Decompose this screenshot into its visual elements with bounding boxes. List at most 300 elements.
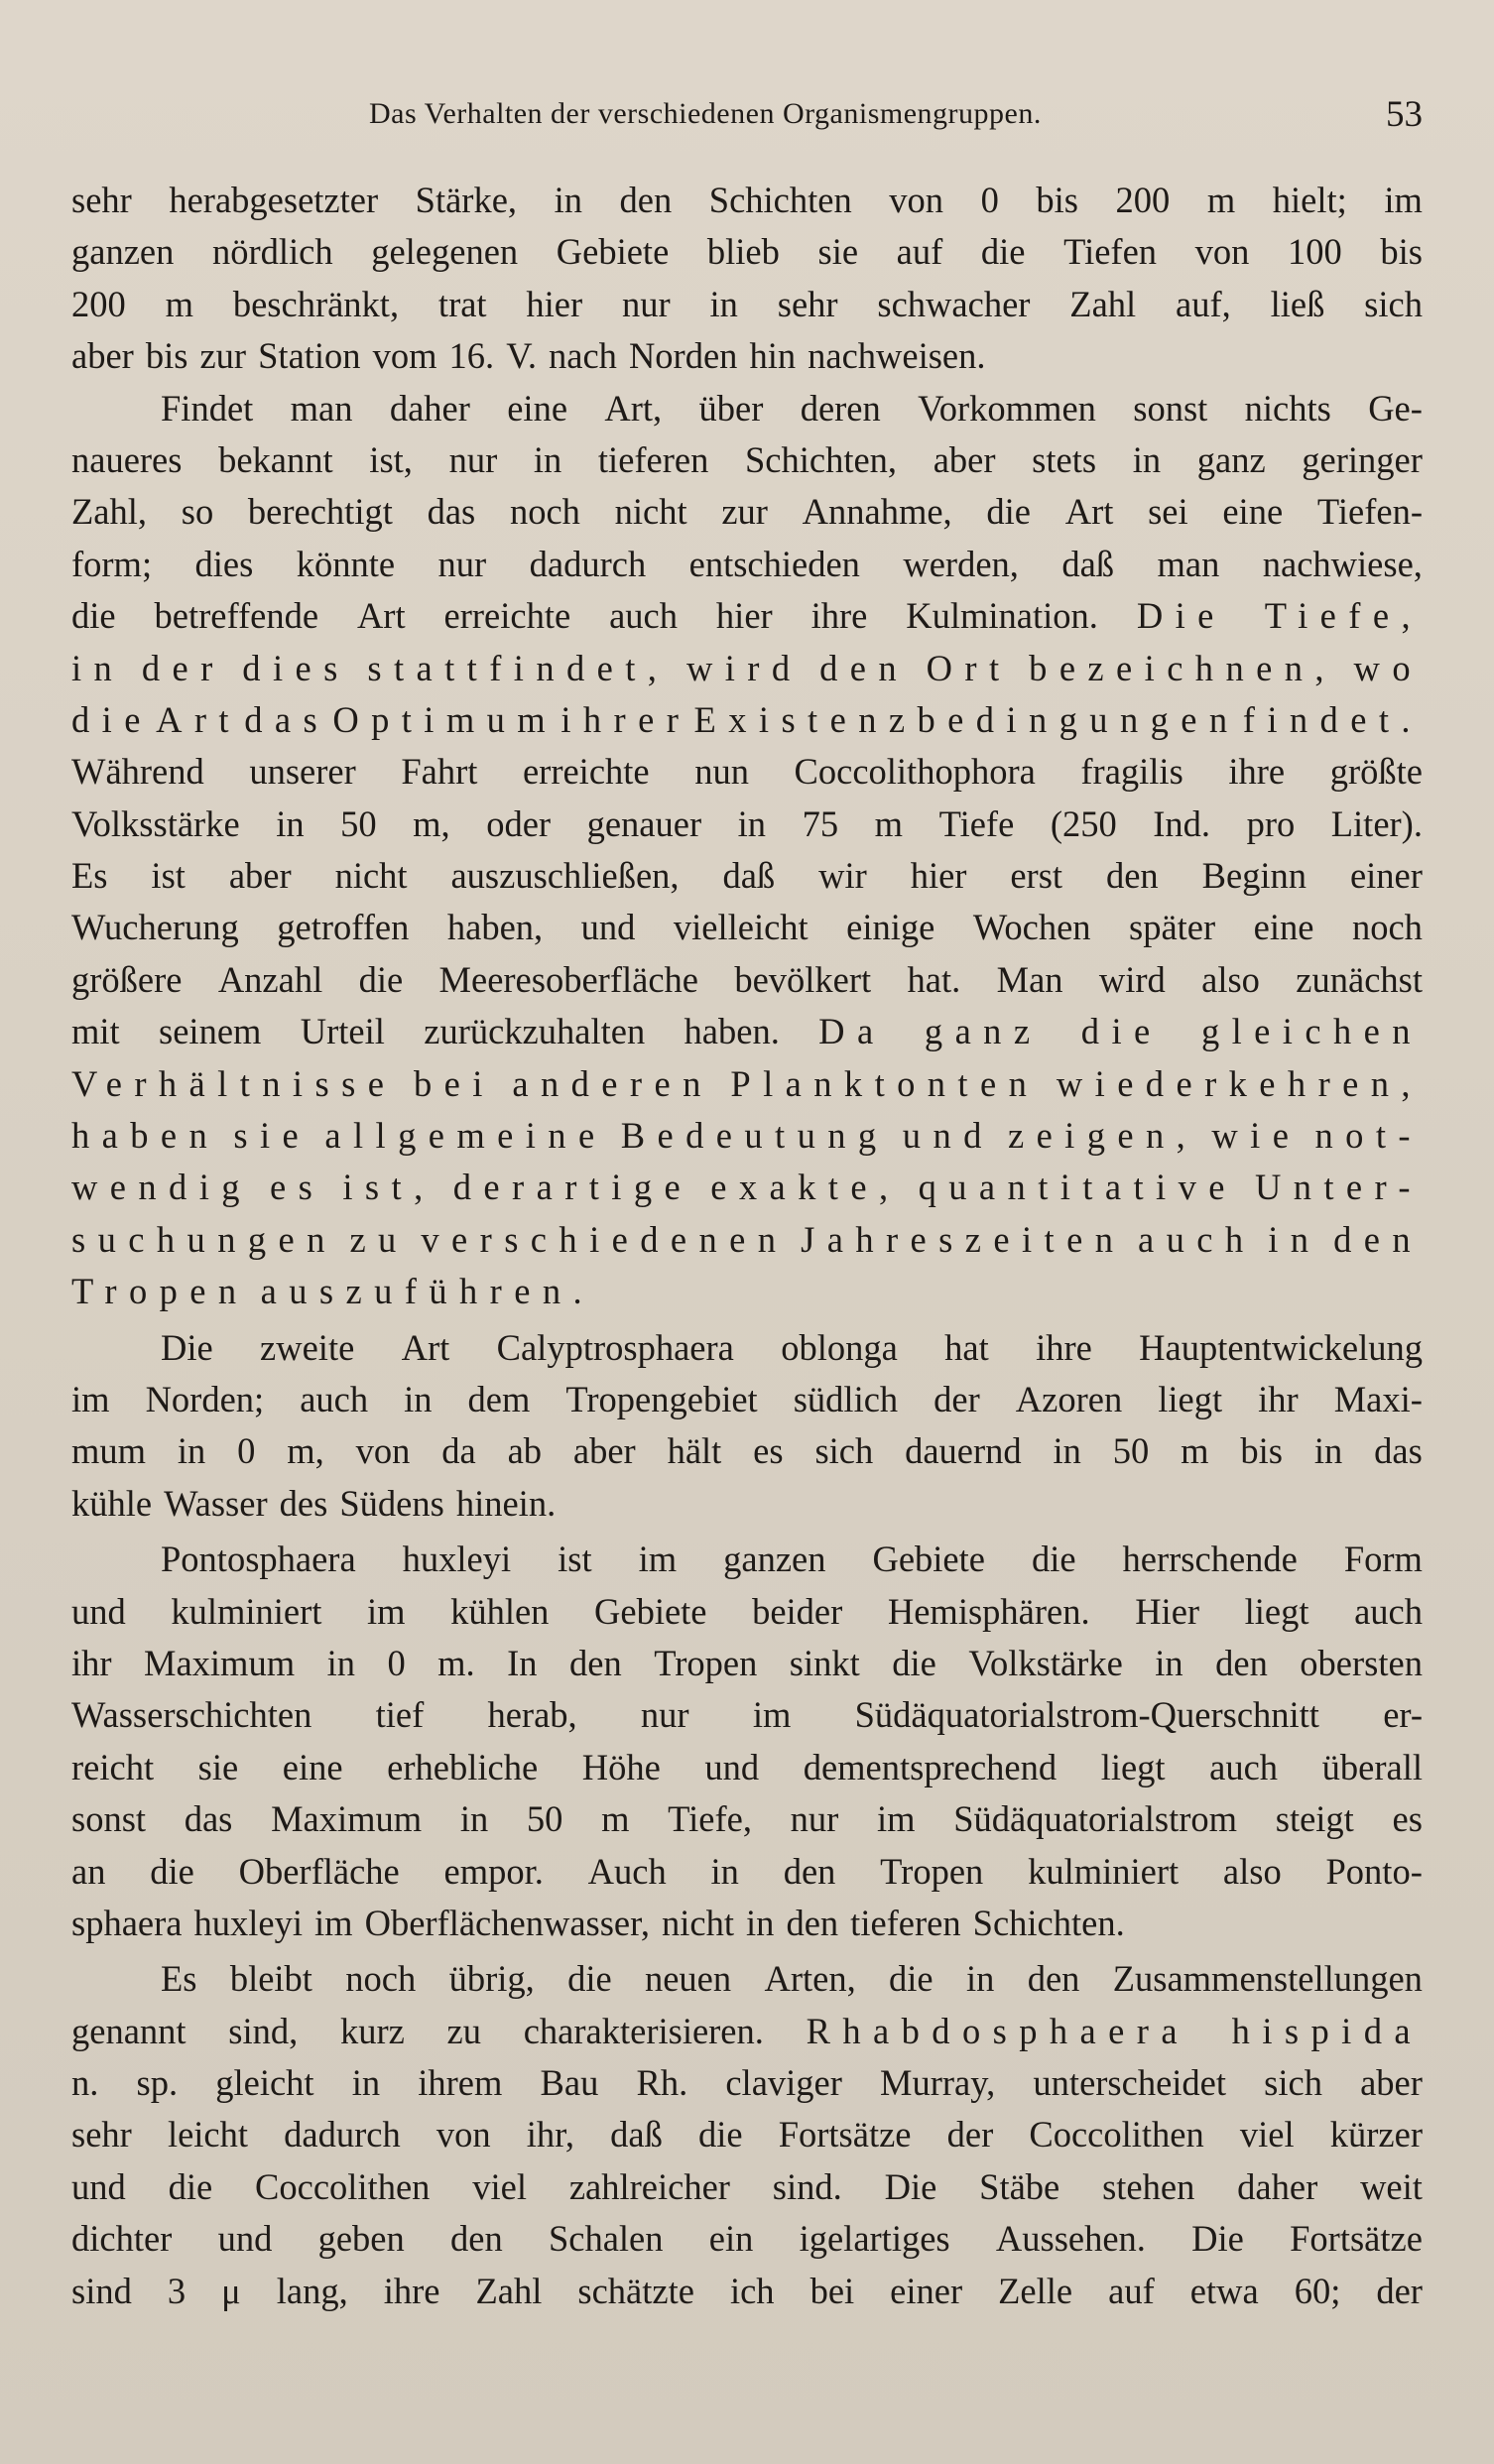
word: tieferen (850, 1902, 961, 1943)
word: Coccolithen (255, 2165, 431, 2207)
word: weit (1360, 2165, 1423, 2207)
word: Pontosphaera (161, 1539, 356, 1580)
word: Tropen (71, 1271, 249, 1312)
word: schwacher (877, 283, 1031, 324)
word: findet. (1242, 698, 1423, 740)
word: naueres (71, 438, 183, 480)
word: nichts (1244, 387, 1331, 429)
word: hier (715, 595, 773, 637)
word: Rhabdosphaera (806, 2010, 1189, 2051)
word: ein (708, 2218, 754, 2260)
word: von (355, 1430, 411, 1472)
word: m (1206, 180, 1236, 220)
text-line (71, 1797, 1423, 1849)
word: sinkt (789, 1642, 860, 1683)
word: noch (1351, 907, 1423, 948)
word: in (276, 802, 305, 844)
word: Wasser (164, 1482, 268, 1524)
word: sphaera (71, 1902, 183, 1943)
word: nicht (334, 855, 408, 897)
word: aber (1360, 2062, 1423, 2104)
word: über (698, 387, 764, 429)
word: m, (413, 802, 450, 844)
word: Ge- (1368, 387, 1423, 429)
word: gelegenen (371, 231, 519, 273)
word: Die (161, 1326, 213, 1368)
word: der (141, 647, 225, 688)
word: herab, (487, 1694, 577, 1736)
word: liegt (1158, 1378, 1223, 1419)
word: μ (221, 2270, 241, 2311)
word: und (71, 1590, 126, 1632)
word: Zahl (1069, 283, 1137, 324)
word: dichter (71, 2218, 173, 2260)
text-line (71, 2113, 1423, 2164)
text-line (71, 1957, 1423, 2009)
word: ihrem (418, 2062, 503, 2104)
word: geringer (1302, 438, 1423, 480)
text-line (71, 1429, 1423, 1481)
word: sich (1264, 2062, 1322, 2104)
word: ihre (810, 595, 868, 637)
word: sehr (71, 2114, 132, 2156)
text-line (71, 1538, 1423, 1589)
word: ließ (1270, 283, 1325, 324)
word: nördlich (211, 231, 333, 273)
word: Coccolithen (1029, 2114, 1204, 2156)
word: Tiefe, (668, 1798, 752, 1840)
word: sehr (777, 283, 838, 324)
word: hier (526, 283, 583, 324)
word: nur (448, 438, 498, 480)
body-text (71, 179, 1423, 2321)
word: und (704, 1746, 760, 1787)
word: schätzte (577, 2270, 694, 2311)
word: sonst (1133, 387, 1208, 429)
word: ihr (1258, 1378, 1299, 1419)
paragraph (71, 1326, 1423, 1535)
word: igelartiges (799, 2218, 950, 2260)
word: sich (1364, 283, 1423, 324)
word: Südens (339, 1482, 444, 1524)
word: fragilis (1080, 751, 1183, 793)
word: bezeichnen, (1029, 647, 1336, 688)
word: stattfindet, (367, 647, 670, 688)
word: Oberfläche (238, 1850, 400, 1892)
text-line (71, 2061, 1423, 2113)
word: den (1333, 1218, 1423, 1260)
text-line (71, 230, 1423, 282)
word: wir (818, 855, 867, 897)
word: Art (1064, 491, 1114, 533)
word: sehr (71, 180, 132, 220)
word: Unter- (1254, 1167, 1423, 1208)
text-line (71, 802, 1423, 854)
word: m (1181, 1430, 1209, 1472)
word: sei (1148, 491, 1188, 533)
word: zu (349, 1218, 409, 1260)
text-line (71, 1270, 1423, 1321)
word: zur (199, 335, 247, 377)
word: auszuführen. (260, 1271, 595, 1312)
word: auch (300, 1378, 369, 1419)
word: in (709, 283, 738, 324)
word: Art (356, 595, 406, 637)
word: viel (472, 2165, 527, 2207)
word: er- (1383, 1694, 1423, 1736)
word: allgemeine (324, 1115, 607, 1157)
word: noch (509, 491, 580, 533)
word: erreichte (443, 595, 571, 637)
word: bis (1240, 1430, 1284, 1472)
word: auch (1354, 1590, 1423, 1632)
word: Ort (926, 647, 1012, 688)
word: kürzer (1329, 2114, 1423, 2156)
text-line (71, 1378, 1423, 1429)
word: Die (1191, 2218, 1244, 2260)
word: das (427, 491, 476, 533)
word: hin (749, 335, 797, 377)
word: mit (71, 1011, 120, 1052)
word: ist, (342, 1167, 436, 1208)
text-line (71, 179, 1423, 230)
word: herabgesetzter (169, 180, 379, 220)
word: vom (372, 335, 437, 377)
word: daß (1061, 543, 1115, 584)
word: die (358, 958, 404, 1000)
word: gleichen (1200, 1011, 1423, 1052)
word: bis (145, 335, 188, 377)
word: ganzen (71, 231, 175, 273)
word: 200 (71, 283, 126, 324)
word: 200 (1115, 180, 1171, 220)
word: 75 (802, 802, 839, 844)
word: viel (1239, 2114, 1295, 2156)
word: in (1155, 1642, 1183, 1683)
word: die (168, 2165, 213, 2207)
word: es (753, 1430, 784, 1472)
word: getroffen (277, 907, 410, 948)
page-number: 53 (1386, 94, 1423, 135)
text-line (71, 2010, 1423, 2061)
word: erhebliche (387, 1746, 539, 1787)
word: etwa (1189, 2270, 1259, 2311)
word: ganzen (723, 1539, 826, 1580)
word: auch (1209, 1746, 1279, 1787)
text-line (71, 854, 1423, 906)
word: einer (890, 2270, 963, 2311)
word: hielt; (1272, 180, 1347, 220)
word: in (965, 1958, 995, 2000)
word: daher (1237, 2165, 1318, 2207)
word: im (876, 1798, 916, 1840)
word: ist, (369, 438, 413, 480)
word: ihre (1228, 751, 1286, 793)
word: trat (437, 283, 487, 324)
word: des (279, 1482, 328, 1524)
word: also (1201, 958, 1260, 1000)
word: werden, (903, 543, 1019, 584)
word: Stäbe (979, 2165, 1060, 2207)
word: herrschende (1122, 1539, 1298, 1580)
text-line (71, 334, 1423, 386)
word: Fahrt (401, 751, 478, 793)
word: genauer (586, 802, 702, 844)
text-line (71, 647, 1423, 698)
word: Aussehen. (995, 2218, 1146, 2260)
word: Maximum (271, 1798, 423, 1840)
word: den (1027, 1958, 1080, 2000)
text-line (71, 1062, 1423, 1114)
word: ihre (1036, 1326, 1092, 1368)
word: im (314, 1902, 353, 1943)
word: charakterisieren. (523, 2010, 764, 2051)
paragraph (71, 179, 1423, 387)
word: zahlreicher (568, 2165, 730, 2207)
word: die (986, 491, 1031, 533)
word: den (619, 180, 673, 220)
word: Norden; (145, 1378, 265, 1419)
word: aber (572, 1430, 636, 1472)
word: deren (800, 387, 881, 429)
word: 100 (1288, 231, 1342, 273)
word: sich (814, 1430, 874, 1472)
word: 50 (526, 1798, 563, 1840)
word: den (1105, 855, 1159, 897)
word: ganz (1196, 438, 1266, 480)
word: Wochen (972, 907, 1091, 948)
word: Anzahl (217, 958, 323, 1000)
word: also (1222, 1850, 1282, 1892)
word: exakte, (710, 1167, 901, 1208)
word: sie (817, 231, 859, 273)
word: sie (233, 1115, 311, 1157)
word: suchungen (71, 1218, 337, 1260)
word: der (934, 1378, 980, 1419)
word: kulminiert (1028, 1850, 1180, 1892)
word: Schichten. (972, 1902, 1125, 1943)
word: in (351, 2062, 381, 2104)
word: in (1313, 1430, 1343, 1472)
word: die (567, 1958, 612, 2000)
word: zeigen, (1007, 1115, 1198, 1157)
text-line (71, 1218, 1423, 1270)
word: Art (156, 698, 241, 740)
word: Calyptrosphaera (496, 1326, 734, 1368)
word: die (1080, 1011, 1163, 1052)
word: eine (282, 1746, 343, 1787)
text-line (71, 1114, 1423, 1166)
word: wird (685, 647, 803, 688)
word: m (601, 1798, 630, 1840)
word: zur (721, 491, 768, 533)
word: Während (71, 751, 204, 793)
word: noch (345, 1958, 417, 2000)
word: in (1268, 1218, 1321, 1260)
word: dies (194, 543, 254, 584)
text-line (71, 2217, 1423, 2269)
word: hat (944, 1326, 989, 1368)
text-line (71, 698, 1423, 750)
word: Fortsätze (1290, 2218, 1423, 2260)
word: tief (375, 1694, 425, 1736)
word: stehen (1102, 2165, 1195, 2207)
word: Annahme, (802, 491, 952, 533)
word: genannt (71, 2010, 187, 2051)
word: aber (933, 438, 996, 480)
word: oder (486, 802, 552, 844)
text-line (71, 594, 1423, 646)
word: n. (71, 2062, 99, 2104)
word: von (889, 180, 944, 220)
word: dem (467, 1378, 531, 1419)
text-line (71, 1590, 1423, 1642)
word: empor. (443, 1850, 544, 1892)
word: zweite (260, 1326, 355, 1368)
word: Man (996, 958, 1063, 1000)
word: das (244, 698, 330, 740)
word: nun (694, 751, 749, 793)
word: Azoren (1015, 1378, 1123, 1419)
word: Meeresoberfläche (438, 958, 698, 1000)
word: hispida (1231, 2010, 1423, 2051)
word: dauernd (905, 1430, 1022, 1472)
text-line (71, 1642, 1423, 1693)
text-line (71, 906, 1423, 957)
word: Zelle (998, 2270, 1073, 2311)
word: wendig (71, 1167, 252, 1208)
word: die (892, 1642, 936, 1683)
word: lang, (276, 2270, 348, 2311)
word: haben (71, 1115, 220, 1157)
word: bis (1380, 231, 1423, 273)
word: die (889, 1958, 934, 2000)
word: von (436, 2114, 491, 2156)
word: stets (1032, 438, 1097, 480)
word: erst (1010, 855, 1063, 897)
word: später (1129, 907, 1216, 948)
word: Maxi- (1333, 1378, 1423, 1419)
word: nachweisen. (808, 335, 986, 377)
word: 0 (387, 1642, 406, 1683)
word: Die (1136, 595, 1226, 637)
running-head-title: Das Verhalten der verschiedenen Organismengruppen. (369, 97, 1042, 130)
paragraph (71, 1538, 1423, 1953)
word: Gebiete (594, 1590, 707, 1632)
text-line (71, 1326, 1423, 1378)
word: Die (884, 2165, 937, 2207)
word: im (638, 1539, 678, 1580)
text-line (71, 1010, 1423, 1061)
word: könnte (296, 543, 396, 584)
word: eine (1253, 907, 1314, 948)
word: den (450, 2218, 503, 2260)
word: geben (317, 2218, 405, 2260)
word: Vorkommen (918, 387, 1096, 429)
word: nur (437, 543, 487, 584)
word: im (366, 1590, 406, 1632)
word: Tiefe, (1264, 595, 1423, 637)
word: einige (846, 907, 935, 948)
word: Volksstärke (71, 802, 240, 844)
word: die (71, 698, 153, 740)
word: Es (161, 1958, 197, 2000)
word: daß (610, 2114, 663, 2156)
word: entschieden (688, 543, 860, 584)
word: Da (818, 1011, 886, 1052)
word: Bedeutung (620, 1115, 889, 1157)
word: seinem (159, 1011, 262, 1052)
word: im (71, 1378, 110, 1419)
word: die (71, 595, 116, 637)
text-line (71, 958, 1423, 1010)
word: Gebiete (872, 1539, 985, 1580)
word: zurückzuhalten (424, 1011, 646, 1052)
word: kulminiert (171, 1590, 322, 1632)
word: in (554, 180, 582, 220)
word: Findet (161, 387, 254, 429)
word: eine (1222, 491, 1284, 533)
word: gleicht (215, 2062, 314, 2104)
word: wo (1353, 647, 1423, 688)
word: mum (71, 1430, 147, 1472)
text-line (71, 438, 1423, 490)
word: huxleyi (193, 1902, 303, 1943)
word: wird (1098, 958, 1166, 1000)
text-line (71, 1482, 1423, 1534)
word: eine (507, 387, 568, 429)
word: Art, (604, 387, 663, 429)
text-line (71, 387, 1423, 438)
word: ich (729, 2270, 775, 2311)
word: es (270, 1167, 325, 1208)
word: und (580, 907, 636, 948)
word: Hier (1135, 1590, 1200, 1632)
word: ihrer (560, 698, 691, 740)
word: bekannt (218, 438, 333, 480)
word: in (710, 1850, 739, 1892)
running-head (71, 94, 1423, 147)
word: form; (71, 543, 153, 584)
word: neuen (644, 1958, 732, 2000)
word: in (737, 802, 767, 844)
word: wiederkehren, (1056, 1062, 1423, 1104)
word: Bau (540, 2062, 599, 2104)
word: aber (228, 855, 292, 897)
word: 0 (237, 1430, 256, 1472)
word: 16. (448, 335, 495, 377)
word: beider (752, 1590, 843, 1632)
word: oblonga (781, 1326, 898, 1368)
word: dementsprechend (803, 1746, 1058, 1787)
word: den (819, 647, 910, 688)
word: der (1376, 2270, 1423, 2311)
word: sind, (228, 2010, 299, 2051)
word: man (1157, 543, 1220, 584)
paragraph (71, 1957, 1423, 2321)
word: Zusammenstellungen (1112, 1958, 1423, 2000)
word: dadurch (529, 543, 647, 584)
word: sonst (71, 1798, 147, 1840)
text-line (71, 1693, 1423, 1745)
text-line (71, 1902, 1423, 1953)
word: auch (609, 595, 678, 637)
word: 0 (980, 180, 999, 220)
word: hier (910, 855, 967, 897)
word: in (71, 647, 125, 688)
word: Existenzbedingungen (693, 698, 1240, 740)
word: bei (413, 1062, 495, 1104)
